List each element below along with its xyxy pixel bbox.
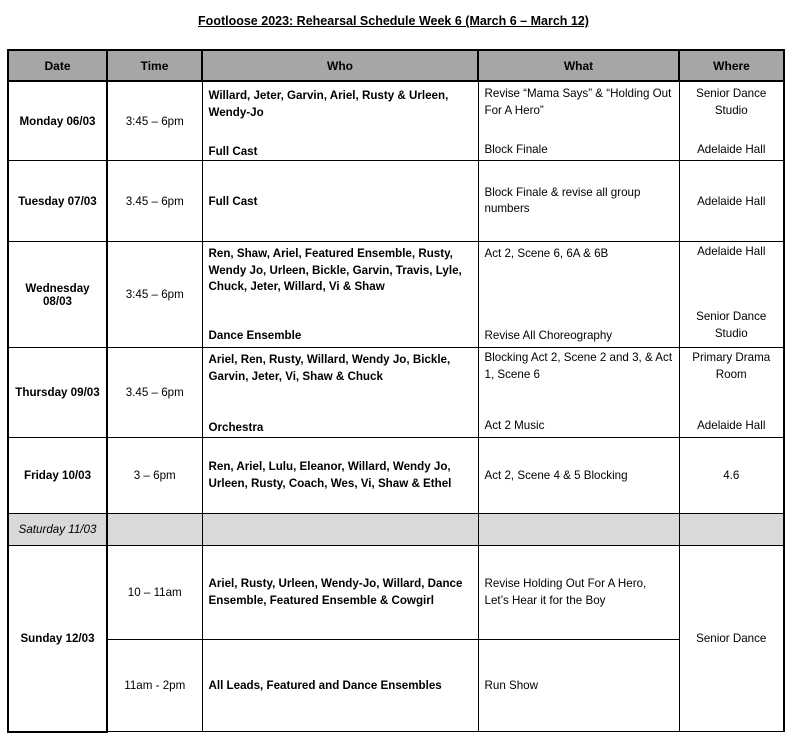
what-cell bbox=[478, 81, 679, 161]
time-cell: 3.45 – 6pm bbox=[107, 161, 202, 242]
where-cell: Senior Dance bbox=[679, 546, 784, 732]
what-entry: Block Finale bbox=[484, 142, 548, 156]
empty-cell bbox=[107, 514, 202, 546]
who-entry: Willard, Jeter, Garvin, Ariel, Rusty & Urleen, Wendy-Jo bbox=[208, 89, 449, 119]
who-cell bbox=[202, 81, 478, 161]
what-cell: Run Show bbox=[478, 640, 679, 732]
who-entry: Ren, Shaw, Ariel, Featured Ensemble, Rusty, Wendy Jo, Urleen, Bickle, Garvin, Travis, Lyle, Chuck, Jeter, Willard, Vi & Shaw bbox=[208, 247, 462, 293]
empty-cell bbox=[478, 514, 679, 546]
table-row bbox=[8, 640, 784, 732]
time-cell: 3 – 6pm bbox=[107, 438, 202, 514]
who-cell: All Leads, Featured and Dance Ensembles bbox=[202, 640, 478, 732]
what-entry: Blocking Act 2, Scene 2 and 3, & Act 1, Scene 6 bbox=[484, 351, 673, 381]
header-row bbox=[8, 50, 784, 81]
where-entry: Adelaide Hall bbox=[697, 418, 766, 432]
who-entry: Orchestra bbox=[208, 420, 264, 434]
table-row bbox=[8, 438, 784, 514]
document-title: Footloose 2023: Rehearsal Schedule Week 6 (March 6 – March 12) bbox=[198, 14, 589, 28]
date-cell: Tuesday 07/03 bbox=[8, 161, 107, 242]
what-entry: Revise “Mama Says” & “Holding Out For A Hero” bbox=[484, 87, 672, 117]
header-what: What bbox=[478, 50, 679, 81]
where-cell: 4.6 bbox=[679, 438, 784, 514]
empty-cell bbox=[679, 514, 784, 546]
header-time: Time bbox=[107, 50, 202, 81]
where-entry: Senior Dance Studio bbox=[696, 87, 767, 117]
where-cell bbox=[679, 81, 784, 161]
what-cell bbox=[478, 348, 679, 438]
header-date: Date bbox=[8, 50, 107, 81]
header-where: Where bbox=[679, 50, 784, 81]
time-cell: 3:45 – 6pm bbox=[107, 81, 202, 161]
who-entry: Full Cast bbox=[208, 144, 258, 158]
table-row bbox=[8, 161, 784, 242]
what-cell bbox=[478, 242, 679, 348]
what-cell: Act 2, Scene 4 & 5 Blocking bbox=[478, 438, 679, 514]
where-entry: Adelaide Hall bbox=[697, 245, 766, 258]
where-entry: Adelaide Hall bbox=[697, 142, 766, 156]
who-cell bbox=[202, 348, 478, 438]
date-cell: Sunday 12/03 bbox=[8, 546, 107, 732]
what-cell: Revise Holding Out For A Hero, Let’s Hear it for the Boy bbox=[478, 546, 679, 640]
date-cell: Monday 06/03 bbox=[8, 81, 107, 161]
what-cell: Block Finale & revise all group numbers bbox=[478, 161, 679, 242]
where-entry: Primary Drama Room bbox=[692, 351, 771, 381]
table-row-saturday bbox=[8, 514, 784, 546]
who-cell: Full Cast bbox=[202, 161, 478, 242]
table-row bbox=[8, 242, 784, 348]
who-cell: Ariel, Rusty, Urleen, Wendy-Jo, Willard, Dance Ensemble, Featured Ensemble & Cowgirl bbox=[202, 546, 478, 640]
table-row bbox=[8, 81, 784, 161]
table-row bbox=[8, 546, 784, 640]
time-cell: 11am - 2pm bbox=[107, 640, 202, 732]
rehearsal-schedule-table bbox=[7, 49, 785, 733]
time-cell: 3.45 – 6pm bbox=[107, 348, 202, 438]
who-cell: Ren, Ariel, Lulu, Eleanor, Willard, Wendy Jo, Urleen, Rusty, Coach, Wes, Vi, Shaw & Ethel bbox=[202, 438, 478, 514]
what-entry: Act 2, Scene 6, 6A & 6B bbox=[484, 247, 609, 260]
where-entry: Senior Dance Studio bbox=[696, 310, 767, 340]
where-cell bbox=[679, 242, 784, 348]
what-entry: Revise All Choreography bbox=[484, 328, 613, 342]
date-cell: Saturday 11/03 bbox=[8, 514, 107, 546]
who-cell bbox=[202, 242, 478, 348]
date-cell: Friday 10/03 bbox=[8, 438, 107, 514]
table-row bbox=[8, 348, 784, 438]
date-cell: Wednesday 08/03 bbox=[8, 242, 107, 348]
empty-cell bbox=[202, 514, 478, 546]
time-cell: 10 – 11am bbox=[107, 546, 202, 640]
who-entry: Ariel, Ren, Rusty, Willard, Wendy Jo, Bickle, Garvin, Jeter, Vi, Shaw & Chuck bbox=[208, 353, 451, 383]
header-who: Who bbox=[202, 50, 478, 81]
time-cell: 3:45 – 6pm bbox=[107, 242, 202, 348]
what-entry: Act 2 Music bbox=[484, 418, 545, 432]
where-cell bbox=[679, 348, 784, 438]
where-cell: Adelaide Hall bbox=[679, 161, 784, 242]
who-entry: Dance Ensemble bbox=[208, 328, 302, 342]
date-cell: Thursday 09/03 bbox=[8, 348, 107, 438]
